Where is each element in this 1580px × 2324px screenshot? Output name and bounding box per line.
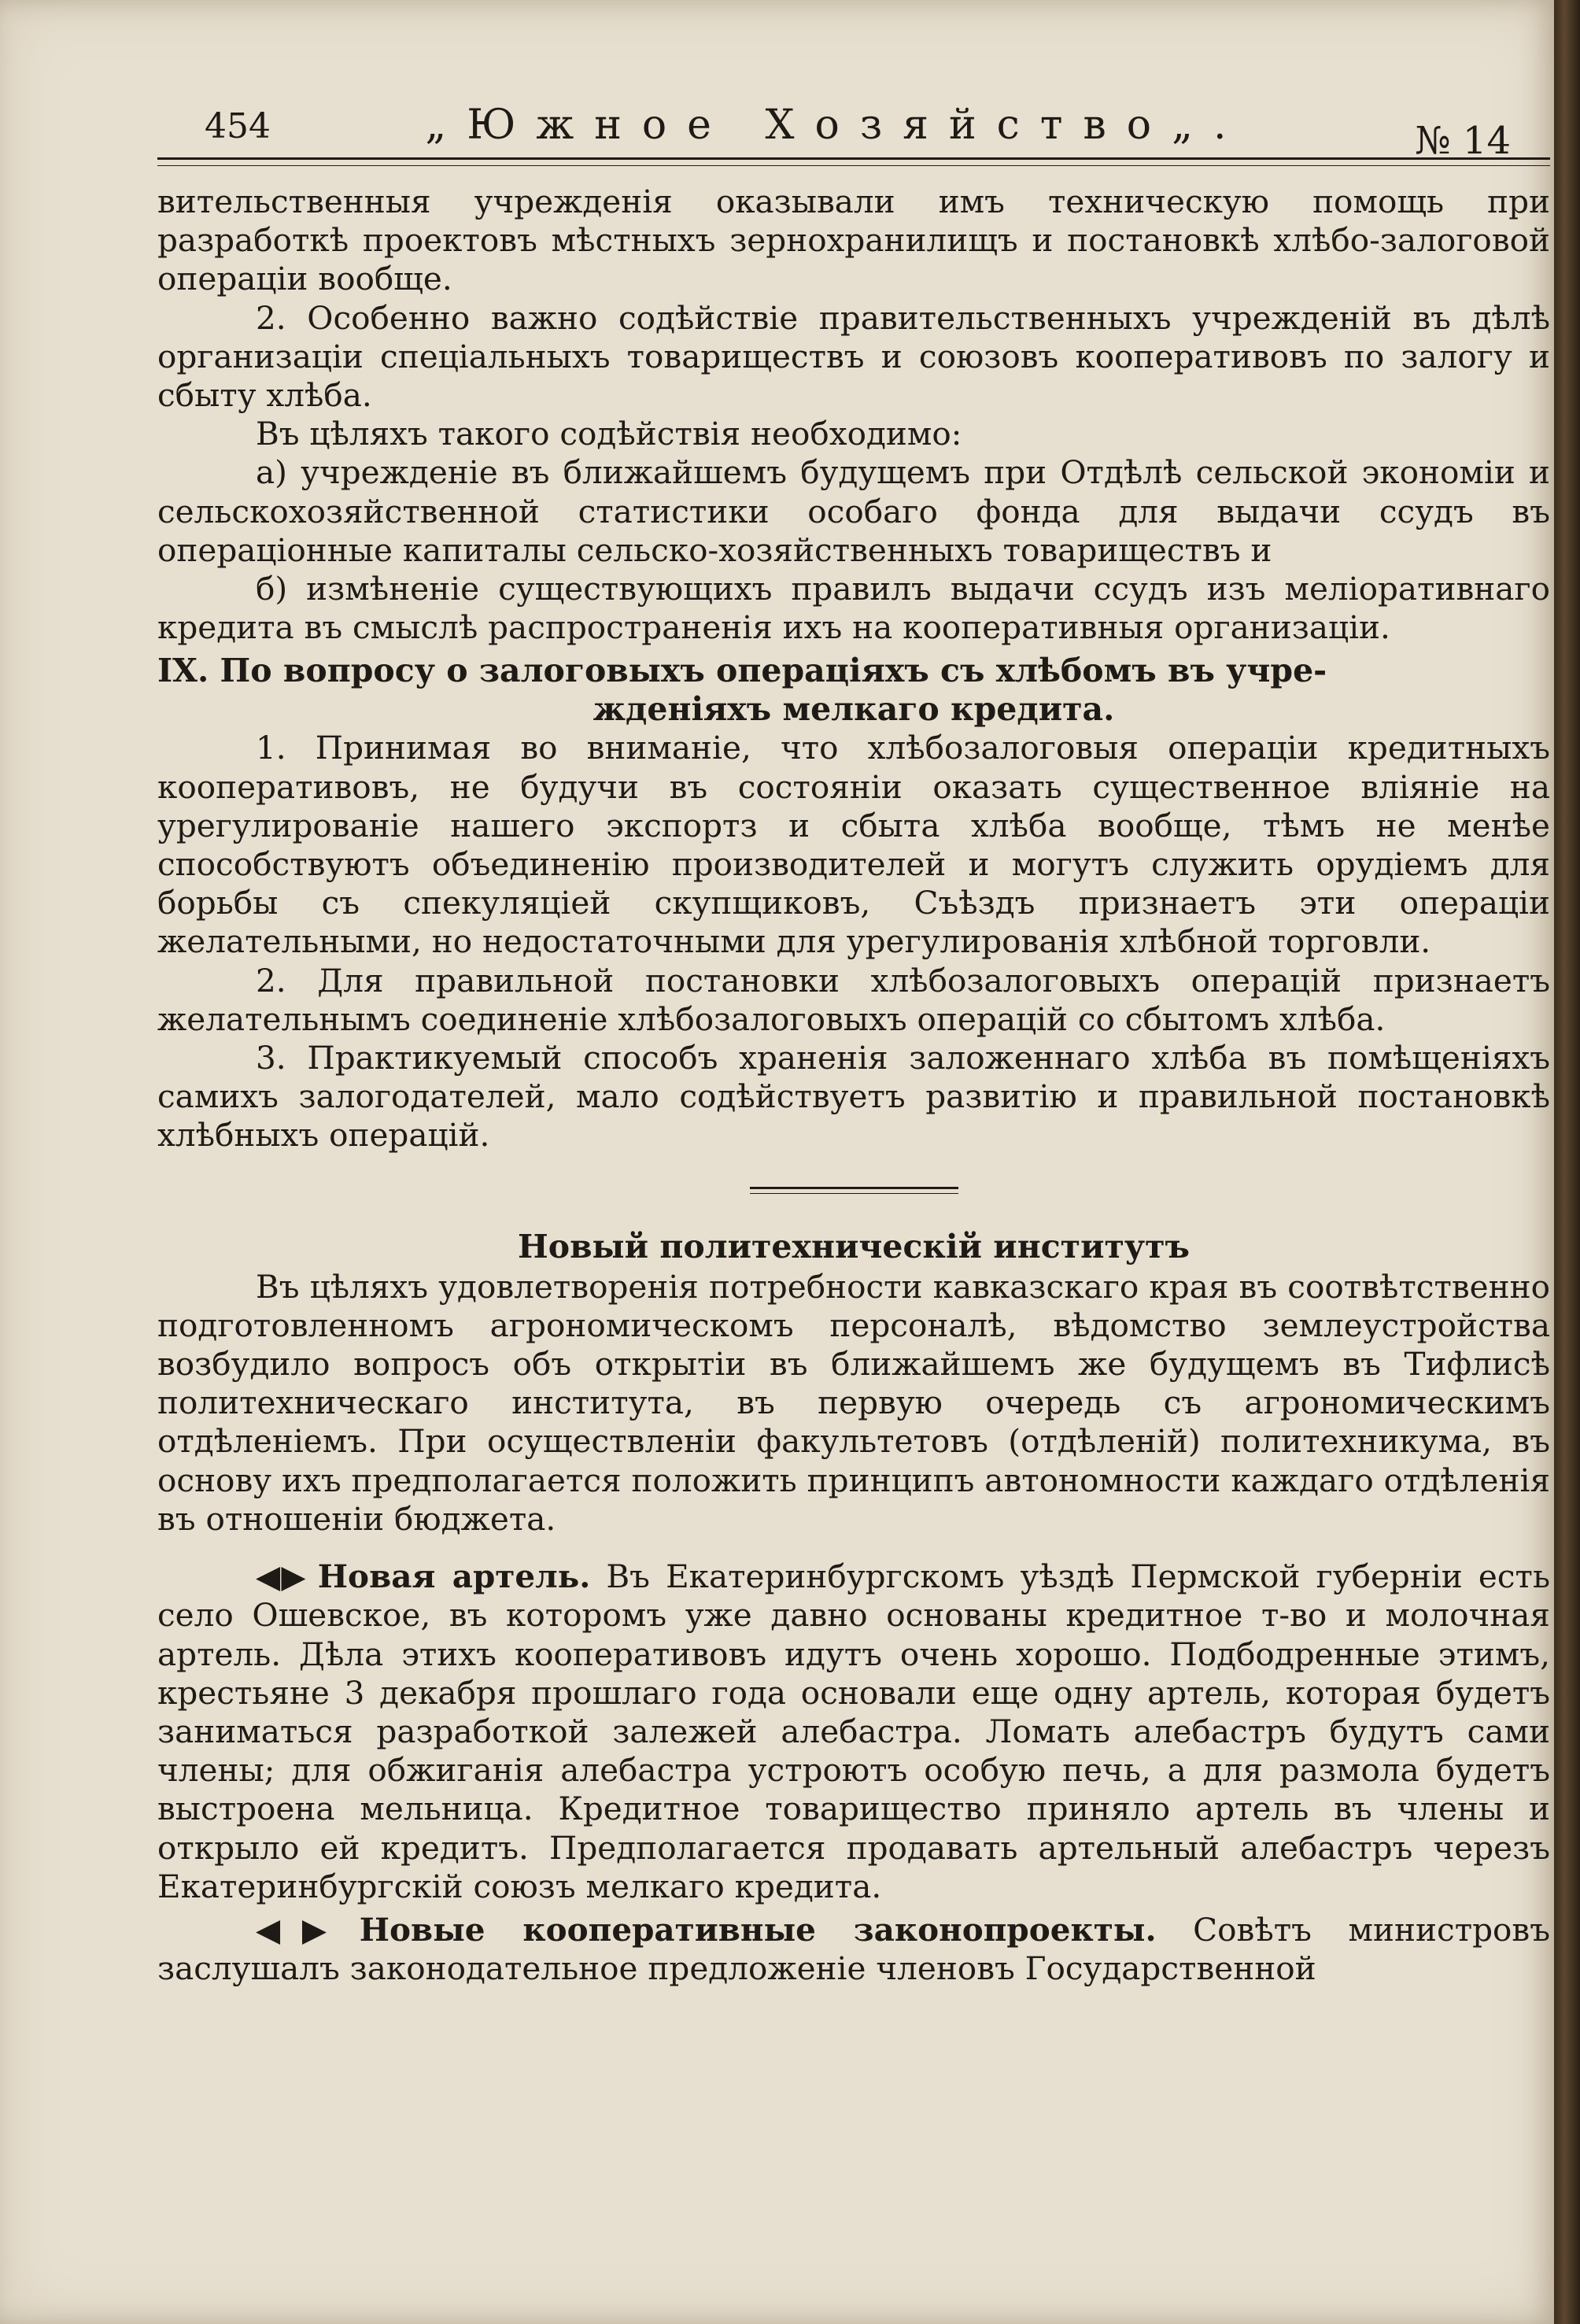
- double-arrow-icon: ◀▶: [256, 1557, 307, 1596]
- section-heading-line1: IX. По вопросу о залоговыхъ операціяхъ съ хлѣбомъ въ учре-: [157, 652, 1327, 690]
- paragraph: Въ цѣляхъ такого содѣйствія необходимо:: [256, 415, 962, 453]
- news-item: [157, 1557, 1550, 1906]
- double-arrow-icon: ◀▶: [256, 1910, 349, 1949]
- paragraph: 1. Принимая во вниманіе, что хлѣбозалоговыя операціи кредитныхъ кооперативовъ, не будучи въ состояніи оказать существенное вліяніе на урегулированіе нашего экспортз и сбыта хлѣба вообще, тѣмъ не менѣе способствуютъ объединенію производителей и могутъ служить орудіемъ для борьбы съ спекуляціей скупщиковъ, Съѣздъ признаетъ эти операціи желательными, но недостаточными для урегулированія хлѣбной торговли.: [157, 729, 1550, 961]
- paragraph: вительственныя учрежденія оказывали имъ техническую помощь при разработкѣ проектовъ мѣстныхъ зернохранилищъ и постановкѣ хлѣбо-залоговой операціи вообще.: [157, 183, 1550, 298]
- header-rule: [157, 157, 1550, 160]
- page-number: 454: [205, 106, 271, 146]
- book-edge: [1554, 0, 1580, 2324]
- news-item: [157, 1911, 1550, 1988]
- page-header: [161, 98, 1511, 163]
- issue-number: № 14: [1415, 119, 1511, 163]
- page-body: [157, 183, 1550, 1988]
- section-heading: [157, 652, 1550, 729]
- article-title: Новый политехническій институтъ: [517, 1227, 1190, 1265]
- news-text: Совѣтъ министровъ заслушалъ законодательное предложеніе членовъ Государственной: [157, 1910, 1550, 1988]
- news-title: Новая артель.: [317, 1557, 591, 1596]
- header-rule-thin: [157, 165, 1550, 166]
- journal-title: „Южное Хозяйство„.: [425, 102, 1247, 149]
- news-text: Въ Екатеринбургскомъ уѣздѣ Пермской губерніи есть село Ошевское, въ которомъ уже давно основаны кредитное т-во и молочная артель. Дѣла этихъ кооперативовъ идутъ очень хорошо. Подбодренные этимъ, крестьяне 3 декабря прошлаго года основали еще одну артель, которая будетъ заниматься разработкой залежей алебастра. Ломать алебастръ будутъ сами члены; для обжиганія алебастра устроютъ особую печь, а для размола будетъ выстроена мельница. Кредитное товарищество приняло артель въ члены и открыло ей кредитъ. Предполагается продавать артельный алебастръ черезъ Екатеринбургскій союзъ мелкаго кредита.: [157, 1557, 1551, 1905]
- paragraph: 3. Практикуемый способъ храненія заложеннаго хлѣба въ помѣщеніяхъ самихъ залогодателей, мало содѣйствуетъ развитію и правильной постановкѣ хлѣбныхъ операцій.: [157, 1039, 1550, 1155]
- paragraph: 2. Для правильной постановки хлѣбозалоговыхъ операцій признаетъ желательнымъ соединеніе хлѣбозалоговыхъ операцій со сбытомъ хлѣба.: [157, 961, 1550, 1038]
- section-divider: [750, 1187, 958, 1194]
- paragraph: а) учрежденіе въ ближайшемъ будущемъ при Отдѣлѣ сельской экономіи и сельскохозяйственной статистики особаго фонда для выдачи ссудъ въ операціонные капиталы сельско-хозяйственныхъ товариществъ и: [157, 453, 1550, 569]
- section-heading-line2: жденіяхъ мелкаго кредита.: [592, 690, 1115, 729]
- paragraph: 2. Особенно важно содѣйствіе правительственныхъ учрежденій въ дѣлѣ организаціи спеціальныхъ товариществъ и союзовъ кооперативовъ по залогу и сбыту хлѣба.: [157, 298, 1550, 415]
- news-title: Новые кооперативные законопроекты.: [359, 1910, 1157, 1949]
- paragraph: б) измѣненіе существующихъ правилъ выдачи ссудъ изъ меліоративнаго кредита въ смыслѣ распространенія ихъ на кооперативныя организаціи.: [157, 570, 1550, 647]
- paragraph: Въ цѣляхъ удовлетворенія потребности кавказскаго края въ соотвѣтственно подготовленномъ агрономическомъ персоналѣ, вѣдомство землеустройства возбудило вопросъ объ открытіи въ ближайшемъ же будущемъ въ Тифлисѣ политехническаго института, въ первую очередь съ агрономическимъ отдѣленіемъ. При осуществленіи факультетовъ (отдѣленій) политехникума, въ основу ихъ предполагается положить принципъ автономности каждаго отдѣленія въ отношеніи бюджета.: [157, 1267, 1550, 1538]
